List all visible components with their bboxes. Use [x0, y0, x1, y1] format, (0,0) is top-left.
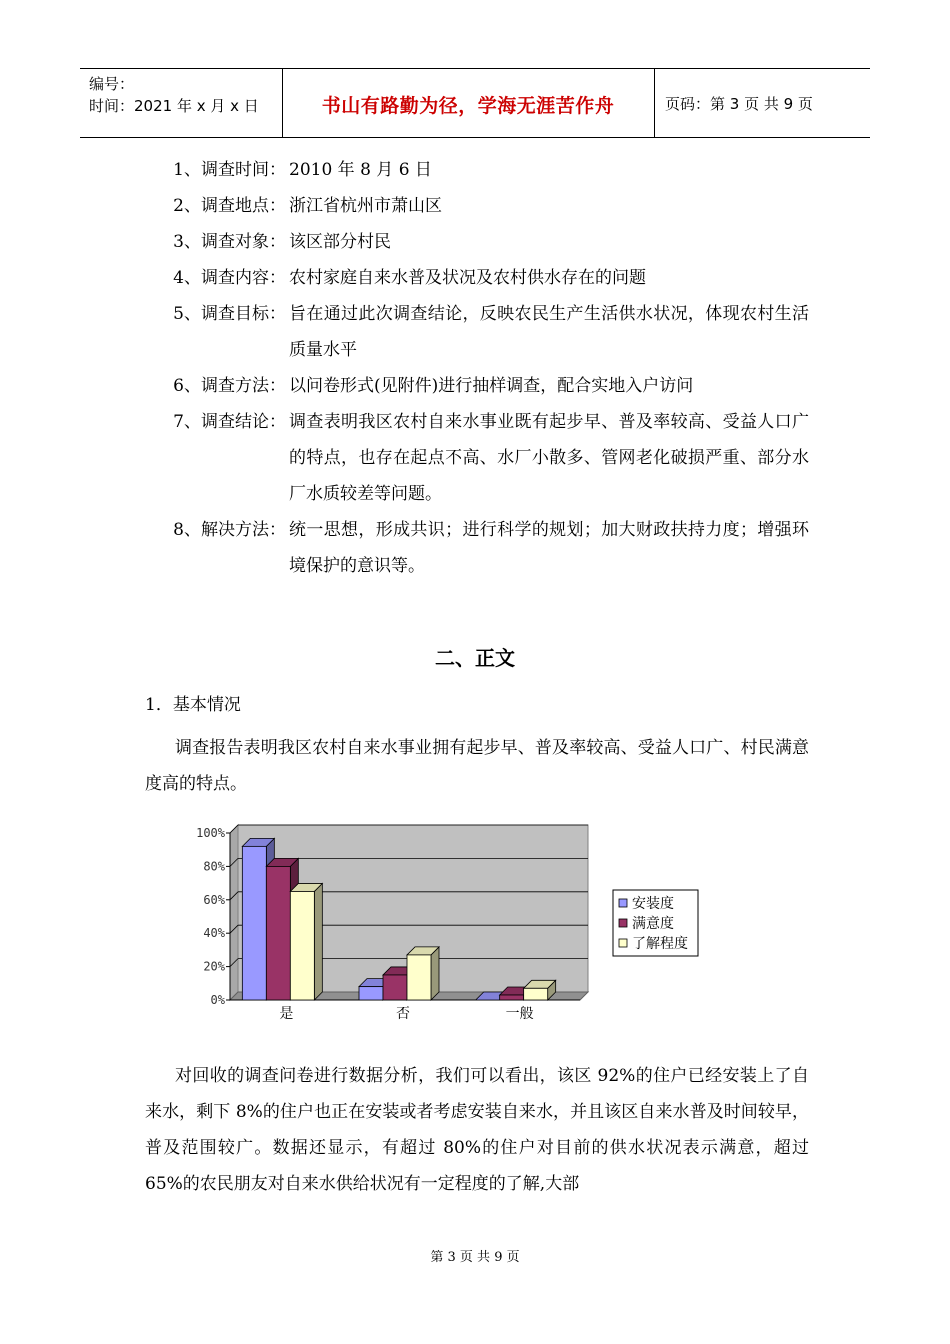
list-item — [160, 296, 820, 368]
list-item — [160, 152, 820, 188]
item-text: 2010 年 8 月 6 日 — [289, 160, 432, 180]
list-item — [160, 188, 820, 224]
y-tick-label: 40% — [203, 926, 225, 941]
item-label: 、调查地点： — [184, 196, 286, 216]
y-tick-label: 100% — [196, 826, 225, 840]
y-tick-label: 60% — [203, 892, 225, 907]
y-tick-label: 80% — [203, 859, 225, 874]
x-tick-label: 是 — [279, 1006, 294, 1022]
legend-swatch — [619, 899, 627, 907]
item-label: 、调查内容： — [184, 268, 286, 288]
item-number: 8 — [173, 520, 184, 540]
list-item — [160, 368, 820, 404]
y-tick-label: 0% — [210, 993, 225, 1007]
item-number: 2 — [173, 196, 184, 216]
legend-swatch — [619, 939, 627, 947]
bar — [242, 846, 266, 1000]
item-number: 3 — [173, 232, 184, 252]
bar — [290, 891, 314, 1000]
x-tick-label: 一般 — [505, 1006, 534, 1022]
plot-side-wall — [230, 825, 238, 1000]
bar — [407, 955, 431, 1000]
item-text: 统一思想，形成共识；进行科学的规划；加大财政扶持力度；增强环境保护的意识等。 — [289, 520, 809, 576]
bar-side — [431, 947, 439, 1000]
bar — [266, 866, 290, 1000]
list-item — [160, 224, 820, 260]
item-text: 调查表明我区农村自来水事业既有起步早、普及率较高、受益人口广的特点，也存在起点不高、水厂小散多、管网老化破损严重、部分水厂水质较差等问题。 — [289, 412, 809, 504]
chart-svg — [180, 815, 720, 1030]
survey-items-list — [160, 152, 820, 584]
list-item — [160, 404, 820, 512]
item-label: 、调查结论： — [184, 412, 286, 432]
item-label: 、调查对象： — [184, 232, 286, 252]
item-label: 、调查时间： — [184, 160, 286, 180]
y-tick-label: 20% — [203, 959, 225, 974]
section-title: 二、正文 — [435, 646, 515, 670]
legend-label: 了解程度 — [632, 936, 688, 952]
list-item — [160, 260, 820, 296]
item-number: 4 — [173, 268, 184, 288]
item-label: 、调查方法： — [184, 376, 286, 396]
item-text: 农村家庭自来水普及状况及农村供水存在的问题 — [289, 268, 646, 288]
header-page-number: 页码：第 3 页 共 9 页 — [665, 95, 813, 113]
legend-label: 满意度 — [632, 916, 674, 932]
header-left — [89, 73, 259, 117]
bar — [359, 987, 383, 1000]
header-divider — [654, 69, 655, 137]
header-table — [80, 68, 870, 138]
item-label: 、解决方法： — [184, 520, 286, 540]
header-motto: 书山有路勤为径，学海无涯苦作舟 — [321, 95, 615, 117]
bar — [524, 988, 548, 1000]
bar — [383, 975, 407, 1000]
code-label: 编号： — [89, 75, 135, 93]
x-tick-label: 否 — [396, 1006, 410, 1022]
item-number: 1 — [173, 160, 184, 180]
item-label: 、调查目标： — [184, 304, 286, 324]
item-text: 以问卷形式(见附件)进行抽样调查，配合实地入户访问 — [289, 376, 694, 396]
legend-label: 安装度 — [632, 896, 674, 912]
bar-side — [314, 883, 322, 1000]
item-number: 7 — [173, 412, 184, 432]
legend-swatch — [619, 919, 627, 927]
item-number: 6 — [173, 376, 184, 396]
bar — [500, 995, 524, 1000]
paragraph-intro: 调查报告表明我区农村自来水事业拥有起步早、普及率较高、受益人口广、村民满意度高的特点。 — [145, 738, 809, 794]
list-item — [160, 512, 820, 584]
subheading: 1．基本情况 — [145, 695, 241, 715]
time-label: 时间：2021 年 x 月 x 日 — [89, 97, 259, 115]
item-text: 旨在通过此次调查结论，反映农民生产生活供水状况，体现农村生活质量水平 — [289, 304, 809, 360]
item-text: 浙江省杭州市萧山区 — [289, 196, 442, 216]
paragraph-analysis: 对回收的调查问卷进行数据分析，我们可以看出，该区 92%的住户已经安装上了自来水，剩下 8%的住户也正在安装或者考虑安装自来水，并且该区自来水普及时间较早，普及范围较广。数据还显示，有超过 80%的住户对目前的供水状况表示满意，超过 65%的农民朋友对自来水供给状况有一定程度的了解,大部 — [145, 1066, 809, 1194]
survey-bar-chart — [180, 815, 720, 1030]
page-footer: 第 3 页 共 9 页 — [430, 1250, 520, 1265]
item-number: 5 — [173, 304, 184, 324]
item-text: 该区部分村民 — [289, 232, 391, 252]
